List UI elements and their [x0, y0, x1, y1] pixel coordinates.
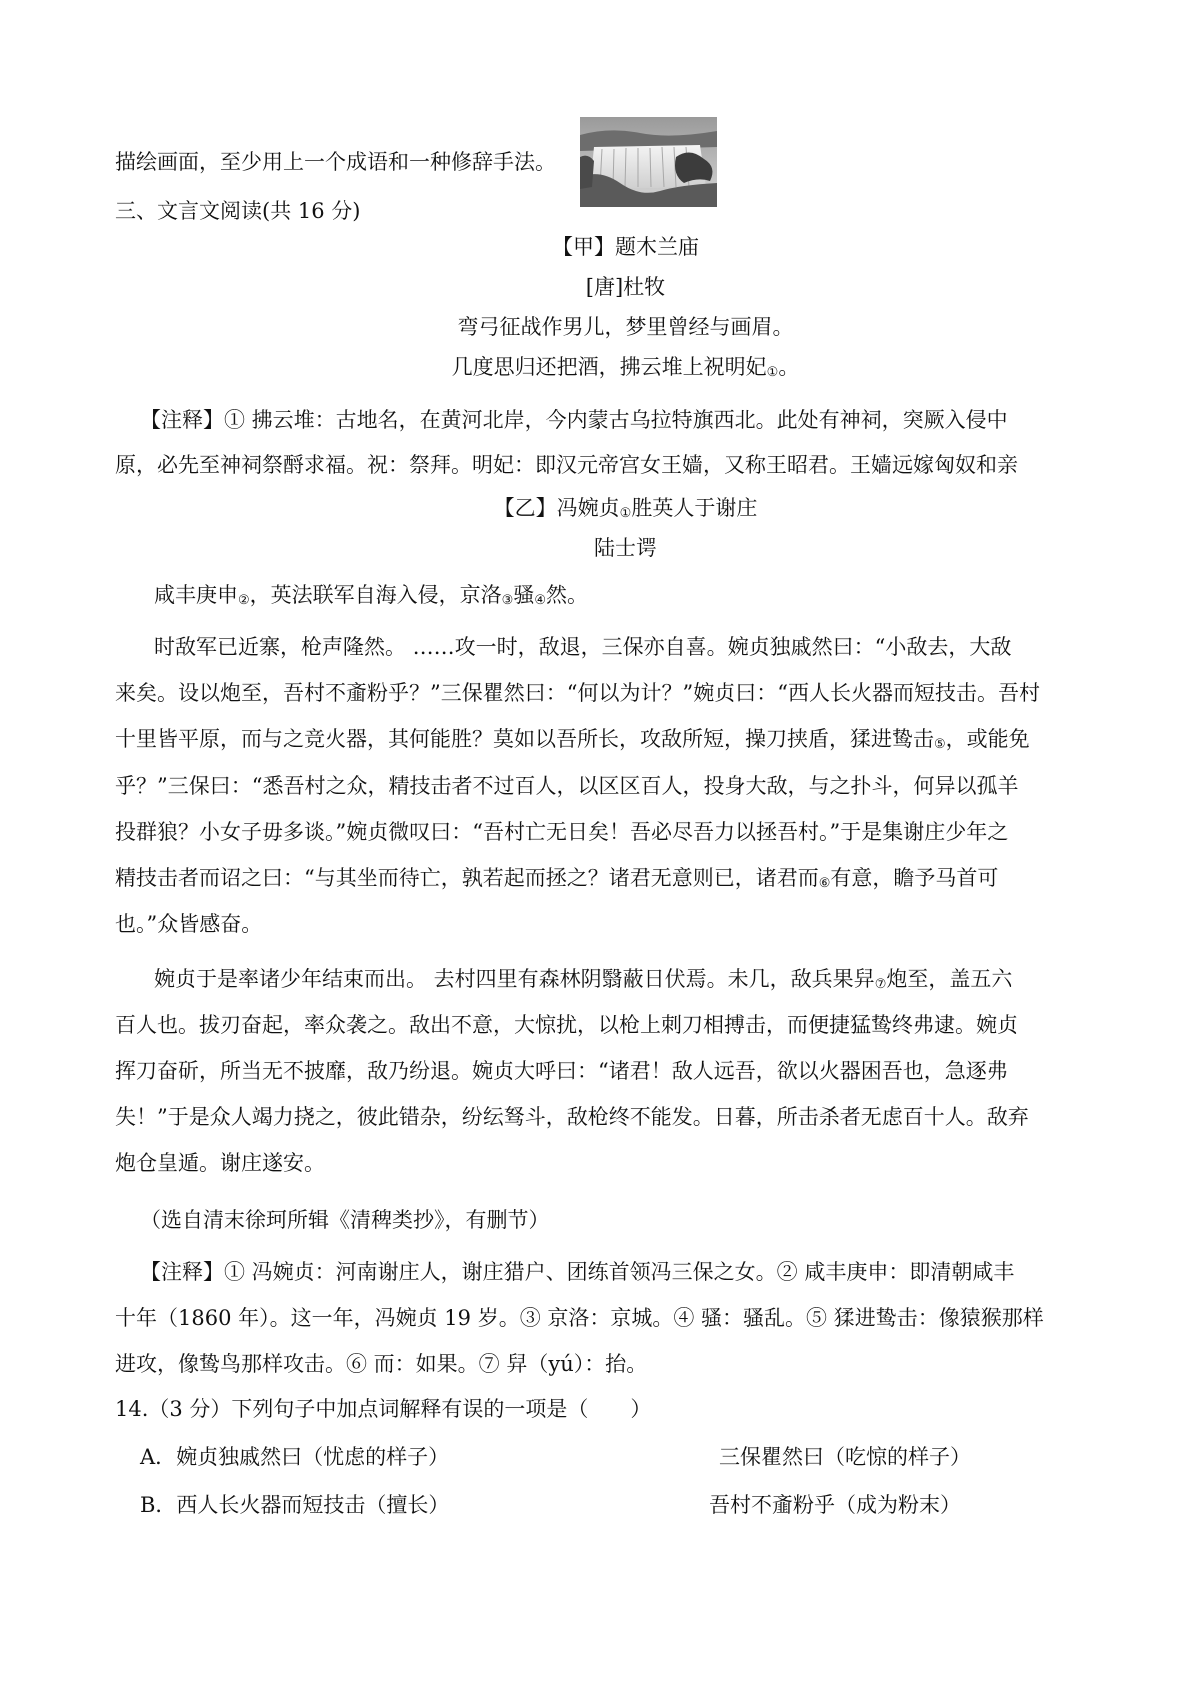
prose-paragraph-3-line-2: 百人也。拔刃奋起，率众袭之。敌出不意，大惊扰，以枪上刺刀相搏击，而便捷猛鸷终弗逮。婉贞: [115, 1013, 1018, 1037]
waterfall-illustration: [580, 117, 717, 207]
footnote-marker: ④: [534, 593, 546, 608]
prose-paragraph-2-line-7: 也。”众皆感奋。: [115, 912, 263, 936]
poem-title: 【甲】题木兰庙: [552, 235, 699, 259]
prose-paragraph-1: [154, 580, 588, 616]
prose-paragraph-3-line-5: 炮仓皇遁。谢庄遂安。: [115, 1151, 325, 1175]
footnote-marker: ①: [766, 365, 779, 380]
poem-line-1: 弯弓征战作男儿，梦里曾经与画眉。: [457, 315, 794, 339]
prose-text: ，英法联军自海入侵，京洛: [249, 583, 502, 607]
prose-text: 炮至，盖五六: [886, 967, 1013, 991]
footnote-marker: ⑦: [874, 977, 887, 992]
prose-paragraph-3-line-4: 失！”于是众人竭力挠之，彼此错杂，纷纭驽斗，敌枪终不能发。日暮，所击杀者无虑百十人。敌弃: [115, 1105, 1029, 1129]
describe-instruction: 描绘画面，至少用上一个成语和一种修辞手法。: [115, 150, 556, 174]
prose-text: 咸丰庚申: [154, 583, 238, 607]
prose-paragraph-2-line-5: 投群狼？小女子毋多谈。”婉贞微叹曰：“吾村亡无日矣！吾必尽吾力以拯吾村。”于是集谢庄少年之: [115, 820, 1009, 844]
poem-author: [唐]杜牧: [585, 275, 666, 299]
option-b-left: B．西人长火器而短技击（擅长）: [140, 1493, 450, 1517]
prose-title-end: 胜英人于谢庄: [631, 496, 758, 520]
prose-paragraph-2-line-1: 时敌军已近寨，枪声隆然。 ……攻一时，敌退，三保亦自喜。婉贞独戚然曰：“小敌去，大敌: [154, 635, 1012, 659]
prose-paragraph-2-line-4: 乎？”三保曰：“悉吾村之众，精技击者不过百人，以区区百人，投身大敌，与之扑斗，何异以孤羊: [115, 774, 1019, 798]
prose-text: 十里皆平原，而与之竞火器，其何能胜？莫如以吾所长，攻敌所短，操刀挟盾，猱进鸷击: [115, 727, 934, 751]
prose-text: 然。: [545, 583, 588, 607]
prose-paragraph-2-line-2: 来矣。设以炮至，吾村不齑粉乎？”三保瞿然曰：“何以为计？”婉贞曰：“西人长火器而短技击。吾村: [115, 681, 1040, 705]
prose-text: 婉贞于是率诸少年结束而出。 去村四里有森林阴翳蔽日伏焉。未几，敌兵果舁: [154, 967, 875, 991]
prose-paragraph-2-line-3: [115, 724, 1030, 760]
prose-source: （选自清末徐珂所辑《清稗类抄》，有删节）: [140, 1208, 550, 1232]
note-yi-line-2: 十年（1860 年）。这一年，冯婉贞 19 岁。③ 京洛：京城。④ 骚：骚乱。⑤ 猱进鸷击：像猿猴那样: [115, 1306, 1044, 1330]
option-b-right: 吾村不齑粉乎（成为粉末）: [709, 1493, 961, 1517]
footnote-marker: ①: [619, 506, 632, 521]
poem-line-2-end: 。: [778, 355, 800, 379]
prose-author: 陆士谔: [594, 536, 657, 560]
prose-text: ，或能免: [945, 727, 1030, 751]
footnote-marker: ②: [238, 593, 250, 608]
option-a-left: A．婉贞独戚然曰（忧虑的样子）: [140, 1445, 450, 1469]
prose-paragraph-2-line-6: [115, 863, 998, 899]
footnote-marker: ⑥: [818, 876, 831, 891]
prose-title: [30, 493, 1191, 529]
footnote-marker: ⑤: [934, 737, 946, 752]
option-a-right: 三保瞿然曰（吃惊的样子）: [719, 1445, 971, 1469]
prose-text: 有意，瞻予马首可: [830, 866, 999, 890]
prose-title-main: 【乙】冯婉贞: [493, 496, 620, 520]
footnote-marker: ③: [501, 593, 514, 608]
prose-paragraph-3-line-3: 挥刀奋斫，所当无不披靡，敌乃纷退。婉贞大呼曰：“诸君！敌人远吾，欲以火器困吾也，急逐弗: [115, 1059, 1008, 1083]
note-jia-line-2: 原，必先至神祠祭酹求福。祝：祭拜。明妃：即汉元帝宫女王嫱，又称王昭君。王嫱远嫁匈奴和亲: [115, 453, 1018, 477]
note-jia-line-1: 【注释】① 拂云堆：古地名，在黄河北岸，今内蒙古乌拉特旗西北。此处有神祠，突厥入侵中: [140, 408, 1008, 432]
note-yi-line-1: 【注释】① 冯婉贞：河南谢庄人，谢庄猎户、团练首领冯三保之女。② 咸丰庚申：即清朝咸丰: [140, 1260, 1015, 1284]
prose-text: 精技击者而诏之曰：“与其坐而待亡，孰若起而拯之？诸君无意则已，诸君而: [115, 866, 819, 890]
note-yi-line-3: 进攻，像鸷鸟那样攻击。⑥ 而：如果。⑦ 舁（yú）：抬。: [115, 1352, 648, 1376]
prose-text: 骚: [513, 583, 535, 607]
poem-line-2-text: 几度思归还把酒，拂云堆上祝明妃: [451, 355, 767, 379]
poem-line-2: [30, 352, 1191, 388]
question-14-stem: 14.（3 分）下列句子中加点词解释有误的一项是（ ）: [115, 1397, 652, 1421]
prose-paragraph-3-line-1: [154, 964, 1012, 1000]
section-heading: 三、文言文阅读(共 16 分): [115, 199, 361, 223]
